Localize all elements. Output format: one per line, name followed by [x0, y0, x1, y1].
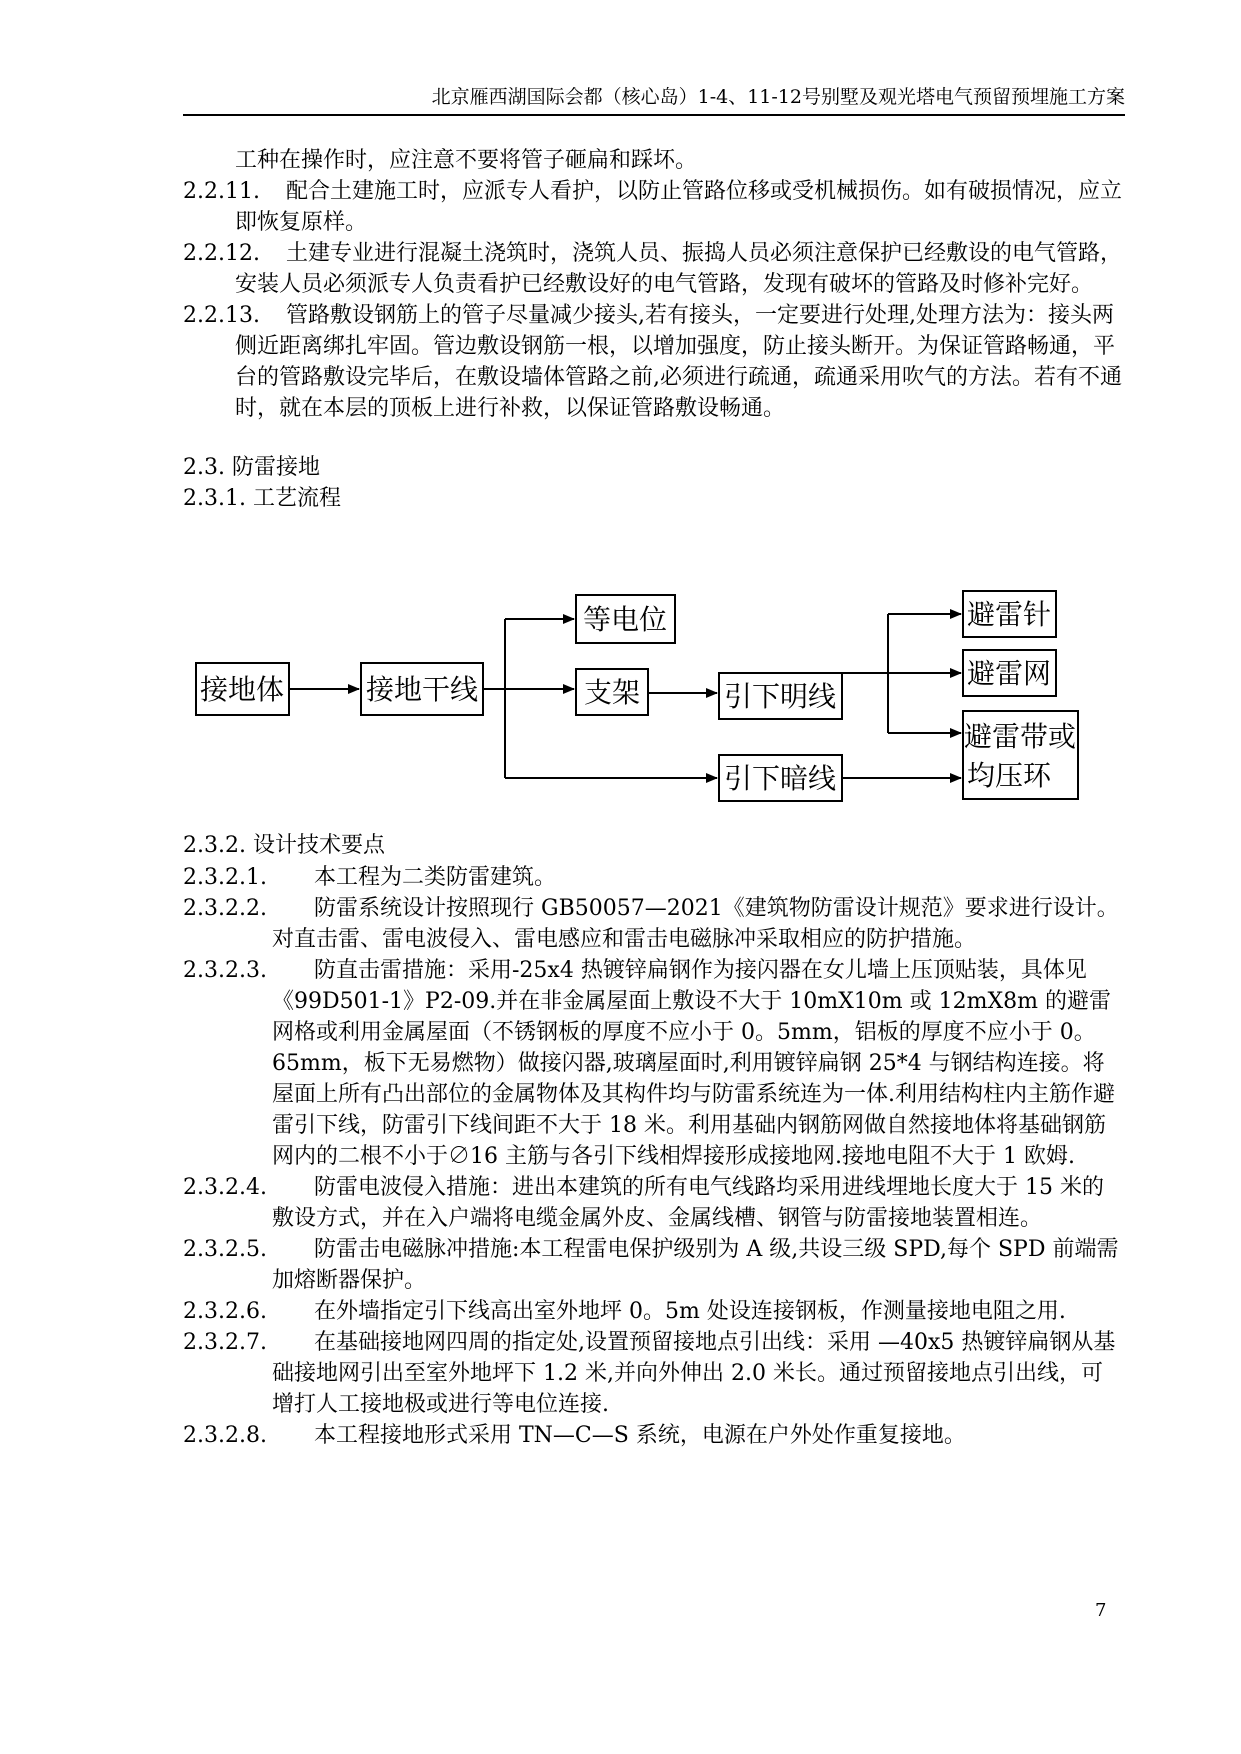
- header-title: 北京雁西湖国际会都（核心岛）1-4、11-12号别墅及观光塔电气预留预埋施工方案: [431, 86, 1125, 108]
- item-number: 2.2.12.: [183, 241, 260, 266]
- item-text: 配合土建施工时，应派专人看护，以防止管路位移或受机械损伤。如有破损情况，应立即恢复原样。: [235, 179, 1123, 235]
- intro-line: 工种在操作时，应注意不要将管子砸扁和踩坏。: [235, 148, 698, 173]
- process-flow-diagram: [0, 0, 1241, 840]
- label-strip-line2: 均压环: [966, 759, 1052, 792]
- label-equipotential: 等电位: [582, 603, 668, 636]
- item-text: 管路敷设钢筋上的管子尽量减少接头,若有接头，一定要进行处理,处理方法为：接头两侧近距离绑扎牢固。管边敷设钢筋一根，以增加强度，防止接头断开。为保证管路畅通，平台的管路敷设完毕后，在敷设墙体管路之前,必须进行疏通，疏通采用吹气的方法。若有不通时，就在本层的顶板上进行补救，以保证管路敷设畅通。: [235, 303, 1122, 421]
- section-2-3-2-items: [183, 862, 1123, 1451]
- label-bracket: 支架: [583, 676, 641, 709]
- item-2-3-2-1: [183, 862, 1123, 893]
- item-number: 2.3.2.8.: [183, 1423, 267, 1448]
- page-number: 7: [1095, 1600, 1107, 1621]
- heading-2-3-1: 2.3.1. 工艺流程: [183, 486, 341, 511]
- label-lightning-rod: 避雷针: [966, 598, 1052, 631]
- item-text: 本工程为二类防雷建筑。: [314, 865, 557, 890]
- label-grounding-trunk: 接地干线: [365, 673, 479, 706]
- item-number: 2.2.13.: [183, 303, 260, 328]
- item-2-3-2-5: [183, 1234, 1123, 1296]
- item-2-3-2-3: [183, 955, 1123, 1172]
- item-number: 2.3.2.5.: [183, 1237, 267, 1262]
- item-text: 防雷击电磁脉冲措施:本工程雷电保护级别为 A 级,共设三级 SPD,每个 SPD 前端需加熔断器保护。: [272, 1237, 1119, 1293]
- label-exposed-downlead: 引下明线: [723, 680, 837, 713]
- item-text: 土建专业进行混凝土浇筑时，浇筑人员、振捣人员必须注意保护已经敷设的电气管路，安装人员必须派专人负责看护已经敷设好的电气管路，发现有破坏的管路及时修补完好。: [235, 241, 1123, 297]
- item-number: 2.3.2.6.: [183, 1299, 267, 1324]
- item-number: 2.2.11.: [183, 179, 260, 204]
- item-text: 防雷电波侵入措施：进出本建筑的所有电气线路均采用进线埋地长度大于 15 米的敷设方式，并在入户端将电缆金属外皮、金属线槽、钢管与防雷接地装置相连。: [272, 1175, 1104, 1231]
- item-number: 2.3.2.3.: [183, 958, 267, 983]
- item-text: 本工程接地形式采用 TN—C—S 系统，电源在户外处作重复接地。: [314, 1423, 966, 1448]
- item-2-3-2-8: [183, 1420, 1123, 1451]
- heading-2-3-2: 2.3.2. 设计技术要点: [183, 833, 385, 858]
- label-lightning-net: 避雷网: [966, 657, 1052, 690]
- item-number: 2.3.2.4.: [183, 1175, 267, 1200]
- item-text: 防雷系统设计按照现行 GB50057—2021《建筑物防雷设计规范》要求进行设计。对直击雷、雷电波侵入、雷电感应和雷击电磁脉冲采取相应的防护措施。: [272, 896, 1119, 952]
- label-concealed-downlead: 引下暗线: [723, 762, 837, 795]
- item-number: 2.3.2.2.: [183, 896, 267, 921]
- item-number: 2.3.2.7.: [183, 1330, 267, 1355]
- item-2-3-2-7: [183, 1327, 1123, 1420]
- label-strip-line1: 避雷带或: [963, 720, 1077, 753]
- heading-2-3: 2.3. 防雷接地: [183, 455, 320, 480]
- item-2-3-2-2: [183, 893, 1123, 955]
- item-text: 在外墙指定引下线高出室外地坪 0。5m 处设连接钢板，作测量接地电阻之用.: [314, 1299, 1066, 1324]
- item-number: 2.3.2.1.: [183, 865, 267, 890]
- item-2-3-2-6: [183, 1296, 1123, 1327]
- item-text: 在基础接地网四周的指定处,设置预留接地点引出线：采用 —40x5 热镀锌扁钢从基础接地网引出至室外地坪下 1.2 米,并向外伸出 2.0 米长。通过预留接地点引出线，可增打人工接地极或进行等电位连接.: [272, 1330, 1116, 1417]
- item-2-3-2-4: [183, 1172, 1123, 1234]
- item-text: 防直击雷措施：采用-25x4 热镀锌扁钢作为接闪器在女儿墙上压顶贴装，具体见《99D501-1》P2-09.并在非金属屋面上敷设不大于 10mX10m 或 12mX8m 的避雷网格或利用金属屋面（不锈钢板的厚度不应小于 0。5mm，铝板的厚度不应小于 0。65mm，板下无易燃物）做接闪器,玻璃屋面时,利用镀锌扁钢 25*4 与钢结构连接。将屋面上所有凸出部位的金属物体及其构件均与防雷系统连为一体.利用结构柱内主筋作避雷引下线，防雷引下线间距不大于 18 米。利用基础内钢筋网做自然接地体将基础钢筋网内的二根不小于∅16 主筋与各引下线相焊接形成接地网.接地电阻不大于 1 欧姆.: [272, 958, 1115, 1169]
- label-grounding-body: 接地体: [199, 673, 285, 706]
